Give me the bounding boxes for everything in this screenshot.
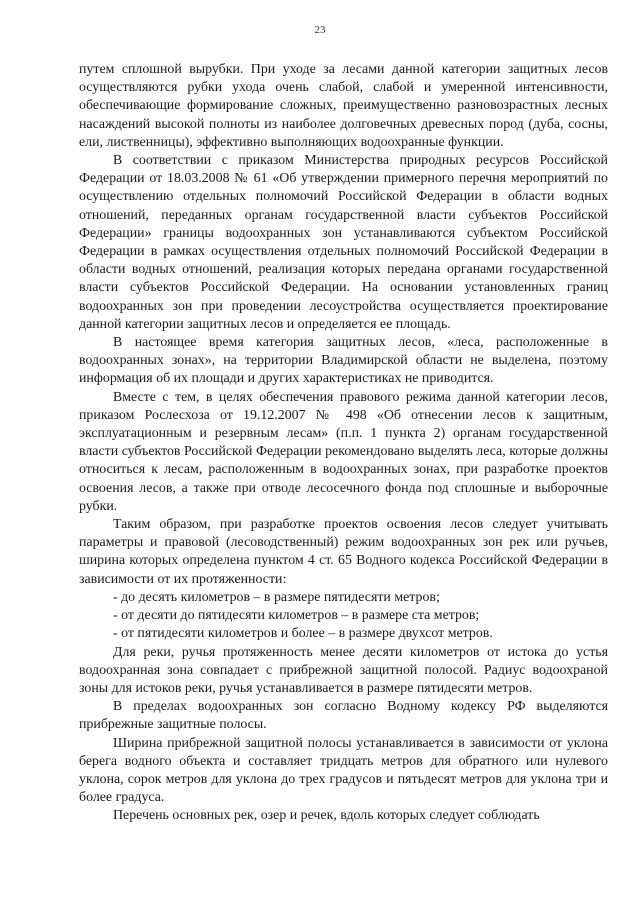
paragraph-zone-parameters: Таким образом, при разработке проектов освоения лесов следует учитывать параметры и правовой (лесоводственный) режим водоохранных зон рек или ручьев, ширина которых определена пунктом 4 ст. 65 Водного кодекса Российской Федерации в зависимости от их протяженности:	[79, 517, 608, 587]
paragraph-category-not-defined: В настоящее время категория защитных лесов, «леса, расположенные в водоохранных зонах», на территории Владимирской области не выделена, поэтому информация об их площади и других характеристиках не приводится.	[79, 335, 608, 387]
list-item-over-50km: - от пятидесяти километров и более – в размере двухсот метров.	[113, 626, 493, 642]
paragraph-continued: путем сплошной вырубки. При уходе за лесами данной категории защитных лесов осуществляются рубки ухода очень слабой, слабой и умеренной интенсивности, обеспечивающие формирование сложных, преимущественно разновозрастных лесных насаждений высокой полноты из наиболее долговечных древесных пород (дуба, сосны, ели, лиственницы), эффективно выполняющих водоохранные функции.	[79, 62, 608, 150]
paragraph-strip-width: Ширина прибрежной защитной полосы устанавливается в зависимости от уклона берега водного объекта и составляет тридцать метров для обратного или нулевого уклона, сорок метров для уклона до трех градусов и пятьдесят метров для уклона три и более градуса.	[79, 735, 608, 806]
paragraph-rivers-list-intro: Перечень основных рек, озер и речек, вдоль которых следует соблюдать	[113, 808, 540, 824]
page-number: 23	[314, 24, 326, 36]
paragraph-ministry-order: В соответствии с приказом Министерства природных ресурсов Российской Федерации от 18.03.2008 № 61 «Об утверждении примерного перечня мероприятий по осуществлению отдельных полномочий Российской Федерации в области водных отношений, переданных органам государственной власти субъектов Российской Федерации» границы водоохранных зон устанавливаются субъектом Российской Федерации в рамках осуществления отдельных полномочий Российской Федерации в области водных отношений, реализация которых передана органами государственной власти субъектов Российской Федерации. На основании установленных границ водоохранных зон при проведении лесоустройства осуществляется проектирование данной категории защитных лесов и определяется ее площадь.	[79, 153, 608, 332]
paragraph-protective-strips: В пределах водоохранных зон согласно Водному кодексу РФ выделяются прибрежные защитные полосы.	[79, 699, 608, 733]
paragraph-rosleskhoz-order: Вместе с тем, в целях обеспечения правового режима данной категории лесов, приказом Рослесхоза от 19.12.2007 № 498 «Об отнесении лесов к защитным, эксплуатационным и резервным лесам» (п.п. 1 пункта 2) органам государственной власти субъектов Российской Федерации рекомендовано выделять леса, которые должны относиться к лесам, расположенным в водоохранных зонах, при разработке проектов освоения лесов, а также при отводе лесосечного фонда под сплошные и выборочные рубки.	[79, 389, 608, 514]
body-text	[79, 61, 608, 826]
paragraph-short-rivers: Для реки, ручья протяженность менее десяти километров от истока до устья водоохранная зона совпадает с прибрежной защитной полосой. Радиус водоохраной зоны для истоков реки, ручья устанавливается в размере пятидесяти метров.	[79, 644, 608, 696]
list-item-10-to-50km: - от десяти до пятидесяти километров – в размере ста метров;	[113, 608, 480, 624]
list-item-under-10km: - до десять километров – в размере пятидесяти метров;	[113, 589, 440, 605]
